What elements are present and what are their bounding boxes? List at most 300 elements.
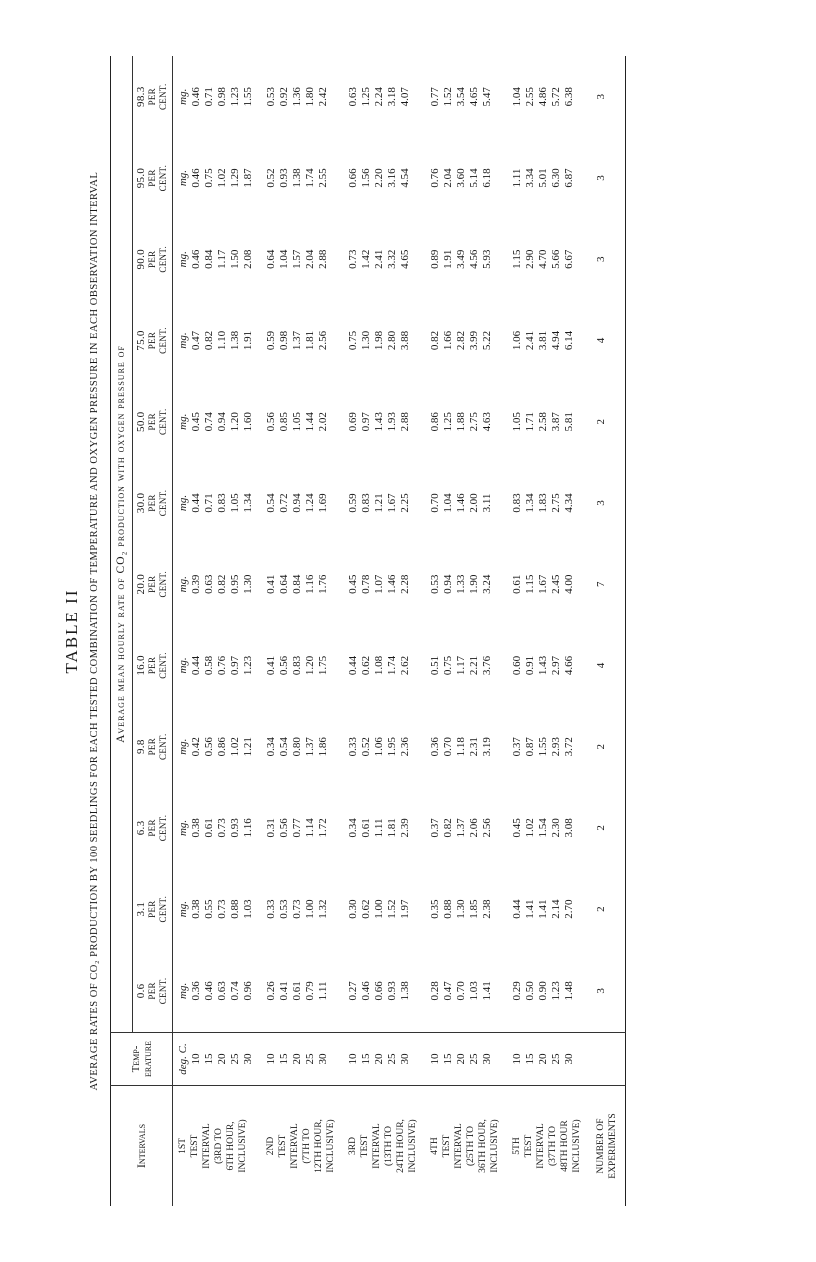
rate-value: 3.72: [563, 737, 575, 757]
experiments-label-line: EXPERIMENTS: [608, 1113, 618, 1179]
rate-value: 1.18: [455, 737, 467, 757]
rate-value: 1.33: [455, 574, 467, 594]
rate-value: 0.90: [537, 981, 549, 1001]
interval-label-line: (3RD TO: [214, 1128, 224, 1164]
rate-value: 0.70: [429, 493, 441, 513]
value-cell: [507, 625, 589, 706]
table-caption: AVERAGE RATES OF CO₂ PRODUCTION BY 100 SEEDLINGS FOR EACH TESTED COMBINATION OF TEMPERATURE AND OXYGEN PRESSURE IN EACH OBSERVATION INTERVAL: [89, 171, 100, 1091]
rate-value: 1.21: [242, 737, 254, 757]
value-cell: [343, 300, 425, 381]
temperature-cell: [507, 1033, 589, 1086]
oxygen-value: 6.3: [135, 820, 147, 836]
rate-value: 4.00: [563, 574, 575, 594]
rate-value: 1.88: [455, 412, 467, 432]
value-cell: [261, 381, 343, 462]
rate-value: 5.22: [481, 330, 493, 351]
cent-label: CENT.: [158, 83, 168, 111]
rate-value: 0.56: [278, 655, 290, 676]
temperature-value: 25: [386, 1053, 398, 1065]
value-cell: [261, 706, 343, 787]
value-cell: [173, 544, 262, 625]
rate-value: 0.66: [347, 168, 359, 188]
rate-value: 0.94: [291, 493, 303, 513]
value-cell: [425, 219, 507, 300]
group-header: Average mean hourly rate of CO₂ production with oxygen pressure of: [111, 56, 133, 1033]
rate-value: 1.98: [373, 330, 385, 351]
rate-value: 3.34: [524, 168, 536, 188]
rate-value: 3.18: [386, 87, 398, 107]
rate-value: 0.62: [360, 655, 372, 676]
rate-value: 4.66: [563, 655, 575, 676]
rate-value: 0.60: [511, 655, 523, 676]
experiments-value: 3: [595, 175, 607, 181]
rate-value: 0.63: [203, 574, 215, 594]
rate-value: 1.21: [373, 493, 385, 513]
rate-value: 2.28: [399, 574, 411, 594]
mg-unit: mg.: [177, 88, 189, 105]
interval-label: [425, 1086, 507, 1207]
mg-unit: mg.: [177, 251, 189, 268]
cent-label: CENT.: [158, 895, 168, 923]
rate-value: 1.00: [304, 899, 316, 919]
rate-value: 1.03: [242, 899, 254, 919]
rate-value: 2.45: [550, 574, 562, 594]
temperature-value: 15: [203, 1053, 215, 1065]
rate-value: 0.37: [511, 737, 523, 757]
rate-value: 3.11: [481, 493, 493, 513]
rate-value: 2.14: [550, 899, 562, 919]
cent-label: CENT.: [158, 570, 168, 598]
value-cell: [173, 625, 262, 706]
interval-row-3: [343, 56, 425, 1206]
value-cell: [343, 381, 425, 462]
rate-value: 0.80: [291, 737, 303, 757]
rate-value: 1.06: [511, 330, 523, 351]
rate-value: 1.86: [317, 737, 329, 757]
rate-value: 0.58: [203, 655, 215, 676]
temperature-value: 20: [455, 1053, 467, 1065]
intervals-header: Intervals: [111, 1086, 173, 1207]
rate-value: 5.01: [537, 168, 549, 188]
rate-value: 2.00: [468, 493, 480, 513]
rate-value: 1.23: [550, 981, 562, 1001]
temperature-value: 25: [550, 1053, 562, 1065]
rate-value: 1.83: [537, 493, 549, 513]
rate-value: 0.36: [190, 981, 202, 1001]
rate-value: 1.06: [373, 737, 385, 757]
oxygen-value: 30.0: [135, 492, 147, 514]
interval-label-line: (25TH TO: [466, 1125, 476, 1167]
rate-value: 0.96: [242, 981, 254, 1001]
rate-value: 0.56: [265, 412, 277, 432]
value-cell: [261, 462, 343, 543]
rate-value: 0.63: [347, 87, 359, 107]
rate-value: 0.46: [190, 87, 202, 107]
value-cell: [261, 625, 343, 706]
rate-value: 0.95: [229, 574, 241, 594]
cent-label: CENT.: [158, 164, 168, 192]
temp-unit: deg. C.: [177, 1043, 189, 1075]
rate-value: 1.41: [524, 899, 536, 919]
experiments-value: 2: [595, 906, 607, 912]
per-label: PER: [147, 250, 157, 268]
rate-value: 0.45: [190, 412, 202, 432]
rate-value: 1.50: [229, 249, 241, 269]
temperature-value: 15: [524, 1053, 536, 1065]
rate-value: 1.25: [442, 412, 454, 432]
rate-value: 1.66: [442, 330, 454, 351]
rate-value: 0.56: [278, 818, 290, 838]
rate-value: 0.59: [347, 493, 359, 513]
rate-value: 0.91: [524, 655, 536, 676]
rate-value: 0.41: [278, 981, 290, 1001]
interval-label-line: INTERVAL: [454, 1123, 464, 1169]
rate-value: 2.25: [399, 493, 411, 513]
rate-value: 0.53: [278, 899, 290, 919]
rate-value: 0.54: [265, 493, 277, 513]
rate-value: 2.93: [550, 737, 562, 757]
rate-value: 0.56: [203, 737, 215, 757]
rate-value: 0.52: [360, 737, 372, 757]
oxygen-value: 95.0: [135, 167, 147, 189]
rate-value: 1.69: [317, 493, 329, 513]
rate-value: 0.38: [190, 899, 202, 919]
rate-value: 1.90: [468, 574, 480, 594]
rate-value: 0.87: [524, 737, 536, 757]
per-label: PER: [147, 413, 157, 431]
rate-value: 2.55: [524, 87, 536, 107]
data-table: [110, 56, 626, 1206]
rate-value: 0.64: [265, 249, 277, 269]
value-cell: [173, 950, 262, 1033]
value-cell: [173, 381, 262, 462]
rate-value: 2.42: [317, 87, 329, 107]
rate-value: 1.43: [537, 655, 549, 676]
rate-value: 0.35: [429, 899, 441, 919]
interval-row-1: [173, 56, 262, 1206]
value-cell: [425, 300, 507, 381]
rate-value: 0.73: [216, 818, 228, 838]
rate-value: 1.24: [304, 493, 316, 513]
rate-value: 0.79: [304, 981, 316, 1001]
rate-value: 2.75: [468, 412, 480, 432]
rate-value: 1.87: [242, 168, 254, 188]
mg-unit: mg.: [177, 494, 189, 512]
rate-value: 1.38: [399, 981, 411, 1001]
mg-unit: mg.: [177, 332, 189, 349]
rate-value: 1.16: [304, 574, 316, 594]
rate-value: 1.54: [537, 818, 549, 838]
rate-value: 2.58: [537, 412, 549, 432]
rate-value: 0.27: [347, 981, 359, 1001]
rate-value: 1.36: [291, 87, 303, 107]
value-cell: [173, 869, 262, 950]
rate-value: 1.37: [291, 330, 303, 351]
rate-value: 0.75: [347, 330, 359, 351]
mg-unit: mg.: [177, 819, 189, 837]
rate-value: 5.66: [550, 249, 562, 269]
temperature-value: 10: [190, 1053, 202, 1065]
oxygen-value: 90.0: [135, 249, 147, 270]
interval-label-line: 1ST: [178, 1138, 188, 1154]
interval-label-line: INCLUSIVE): [572, 1119, 582, 1173]
oxygen-header-11: [133, 56, 173, 137]
interval-label-line: INCLUSIVE): [408, 1119, 418, 1173]
rate-value: 3.16: [386, 168, 398, 188]
interval-label-line: 36TH HOUR,: [478, 1119, 488, 1173]
interval-label-line: (37TH TO: [548, 1125, 558, 1167]
rate-value: 0.53: [265, 87, 277, 107]
oxygen-header-1: [133, 869, 173, 950]
rate-value: 0.38: [190, 818, 202, 838]
value-cell: [343, 219, 425, 300]
rate-value: 4.56: [468, 249, 480, 269]
rate-value: 0.54: [278, 737, 290, 757]
interval-label: [261, 1086, 343, 1207]
rate-value: 1.97: [399, 899, 411, 919]
rate-value: 6.14: [563, 330, 575, 351]
rate-value: 1.56: [360, 168, 372, 188]
temperature-value: 20: [291, 1053, 303, 1065]
rate-value: 6.87: [563, 168, 575, 188]
rate-value: 0.46: [190, 249, 202, 269]
value-cell: [343, 625, 425, 706]
rate-value: 1.20: [304, 655, 316, 676]
cent-label: CENT.: [158, 733, 168, 760]
rate-value: 3.81: [537, 330, 549, 351]
rate-value: 0.66: [373, 981, 385, 1001]
value-cell: [507, 706, 589, 787]
temperature-value: 10: [511, 1053, 523, 1065]
rate-value: 1.11: [511, 168, 523, 188]
rate-value: 0.39: [190, 574, 202, 594]
rate-value: 1.67: [386, 493, 398, 513]
interval-label-line: INCLUSIVE): [326, 1119, 336, 1173]
interval-label-line: INCLUSIVE): [490, 1119, 500, 1173]
value-cell: [425, 544, 507, 625]
oxygen-value: 75.0: [135, 330, 147, 351]
rate-value: 0.76: [216, 655, 228, 676]
rate-value: 0.85: [278, 412, 290, 432]
rate-value: 0.33: [265, 899, 277, 919]
value-cell: [173, 56, 262, 137]
value-cell: [261, 869, 343, 950]
rate-value: 1.34: [524, 493, 536, 513]
rate-value: 2.39: [399, 818, 411, 838]
oxygen-header-8: [133, 300, 173, 381]
interval-label-line: TEST: [360, 1134, 370, 1158]
rate-value: 0.61: [203, 818, 215, 838]
interval-label-line: TEST: [524, 1134, 534, 1158]
rate-value: 0.70: [442, 737, 454, 757]
temperature-value: 25: [229, 1053, 241, 1065]
value-cell: [507, 300, 589, 381]
value-cell: [507, 462, 589, 543]
rate-value: 0.83: [511, 493, 523, 513]
temperature-value: 30: [242, 1053, 254, 1065]
interval-label-line: TEST: [278, 1134, 288, 1158]
temperature-value: 15: [360, 1053, 372, 1065]
temperature-header: Temp-erature: [111, 1033, 173, 1086]
value-cell: [425, 950, 507, 1033]
experiments-row: [589, 56, 626, 1206]
rate-value: 2.21: [468, 655, 480, 676]
per-label: PER: [147, 88, 157, 106]
rate-value: 1.23: [229, 87, 241, 107]
rate-value: 0.50: [524, 981, 536, 1001]
temperature-value: 30: [563, 1053, 575, 1065]
temperature-value: 20: [216, 1053, 228, 1065]
value-cell: [343, 462, 425, 543]
rate-value: 1.85: [468, 899, 480, 919]
rate-value: 0.46: [203, 981, 215, 1001]
rate-value: 1.81: [386, 818, 398, 838]
rate-value: 1.55: [242, 87, 254, 107]
interval-label: [507, 1086, 589, 1207]
value-cell: [261, 544, 343, 625]
interval-label: [173, 1086, 262, 1207]
rate-value: 0.44: [511, 899, 523, 919]
interval-label-line: 6TH HOUR,: [226, 1121, 236, 1171]
oxygen-value: 3.1: [135, 901, 147, 917]
mg-unit: mg.: [177, 982, 189, 999]
mg-unit: mg.: [177, 576, 189, 593]
temperature-value: 20: [373, 1053, 385, 1065]
value-cell: [261, 56, 343, 137]
rate-value: 1.34: [242, 493, 254, 513]
rate-value: 0.82: [203, 330, 215, 351]
value-cell: [343, 950, 425, 1033]
rate-value: 0.61: [291, 981, 303, 1001]
rate-value: 3.99: [468, 330, 480, 351]
rate-value: 2.08: [242, 249, 254, 269]
rate-value: 0.75: [203, 168, 215, 188]
rate-value: 0.34: [347, 818, 359, 838]
oxygen-value: 20.0: [135, 573, 147, 595]
rate-value: 0.53: [429, 574, 441, 594]
rate-value: 0.62: [360, 899, 372, 919]
rate-value: 1.55: [537, 737, 549, 757]
per-label: PER: [147, 575, 157, 593]
value-cell: [507, 137, 589, 218]
rate-value: 0.59: [265, 330, 277, 351]
interval-row-4: [425, 56, 507, 1206]
cent-label: CENT.: [158, 652, 168, 679]
rate-value: 0.77: [291, 818, 303, 838]
rate-value: 1.43: [373, 412, 385, 432]
rate-value: 1.37: [455, 818, 467, 838]
per-label: PER: [147, 819, 157, 837]
rate-value: 1.52: [386, 899, 398, 919]
rate-value: 1.30: [242, 574, 254, 594]
rate-value: 1.04: [278, 249, 290, 269]
rate-value: 3.24: [481, 574, 493, 594]
oxygen-value: 98.3: [135, 86, 147, 107]
rate-value: 2.70: [563, 899, 575, 919]
rate-value: 2.02: [317, 412, 329, 432]
rate-value: 0.75: [442, 655, 454, 676]
rate-value: 2.30: [550, 818, 562, 838]
mg-unit: mg.: [177, 901, 189, 918]
rate-value: 0.78: [360, 574, 372, 594]
rate-value: 1.29: [229, 168, 241, 188]
rate-value: 1.41: [537, 899, 549, 919]
rate-value: 0.29: [511, 981, 523, 1001]
rate-value: 2.36: [399, 737, 411, 757]
temperature-cell: [173, 1033, 262, 1086]
value-cell: [261, 300, 343, 381]
rate-value: 1.30: [360, 330, 372, 351]
oxygen-value: 9.8: [135, 739, 147, 755]
interval-label-line: (7TH TO: [302, 1128, 312, 1164]
rate-value: 1.75: [317, 655, 329, 676]
rate-value: 0.86: [216, 737, 228, 757]
oxygen-header-4: [133, 625, 173, 706]
rate-value: 0.61: [511, 574, 523, 594]
rate-value: 5.81: [563, 412, 575, 432]
rate-value: 2.56: [317, 330, 329, 351]
rate-value: 5.47: [481, 87, 493, 107]
rate-value: 1.15: [524, 574, 536, 594]
rate-value: 0.92: [278, 87, 290, 107]
rate-value: 0.76: [429, 168, 441, 188]
rate-value: 0.71: [203, 493, 215, 513]
rate-value: 1.91: [242, 330, 254, 351]
rate-value: 1.32: [317, 899, 329, 919]
rate-value: 2.97: [550, 655, 562, 676]
temperature-value: 10: [347, 1053, 359, 1065]
rate-value: 1.41: [481, 981, 493, 1001]
rate-value: 4.63: [481, 412, 493, 432]
mg-unit: mg.: [177, 657, 189, 674]
rate-value: 0.44: [190, 655, 202, 676]
rate-value: 6.67: [563, 249, 575, 269]
interval-label-line: INTERVAL: [372, 1123, 382, 1169]
rate-value: 2.04: [304, 249, 316, 269]
temperature-value: 30: [317, 1053, 329, 1065]
experiments-value: 4: [595, 337, 607, 344]
value-cell: [173, 137, 262, 218]
rate-value: 0.72: [278, 493, 290, 513]
mg-unit: mg.: [177, 413, 189, 430]
oxygen-header-7: [133, 381, 173, 462]
rate-value: 0.98: [278, 330, 290, 351]
rate-value: 4.65: [399, 249, 411, 269]
interval-label-line: TEST: [190, 1134, 200, 1158]
interval-row-2: [261, 56, 343, 1206]
oxygen-header-3: [133, 706, 173, 787]
rate-value: 0.46: [190, 168, 202, 188]
rate-value: 0.44: [347, 655, 359, 676]
value-cell: [173, 462, 262, 543]
rate-value: 0.36: [429, 737, 441, 757]
rotated-table-page: [58, 46, 758, 1216]
rate-value: 3.54: [455, 87, 467, 107]
temperature-value: 10: [429, 1053, 441, 1065]
interval-label-line: 48TH HOUR: [560, 1120, 570, 1172]
rate-value: 1.05: [291, 412, 303, 432]
rate-value: 0.94: [442, 574, 454, 594]
cent-label: CENT.: [158, 327, 168, 354]
rate-value: 0.89: [429, 249, 441, 269]
value-cell: [425, 787, 507, 868]
rate-value: 2.06: [468, 818, 480, 838]
rate-value: 4.86: [537, 87, 549, 107]
rate-value: 1.17: [455, 655, 467, 676]
value-cell: [425, 137, 507, 218]
cent-label: CENT.: [158, 489, 168, 517]
rate-value: 1.25: [360, 87, 372, 107]
